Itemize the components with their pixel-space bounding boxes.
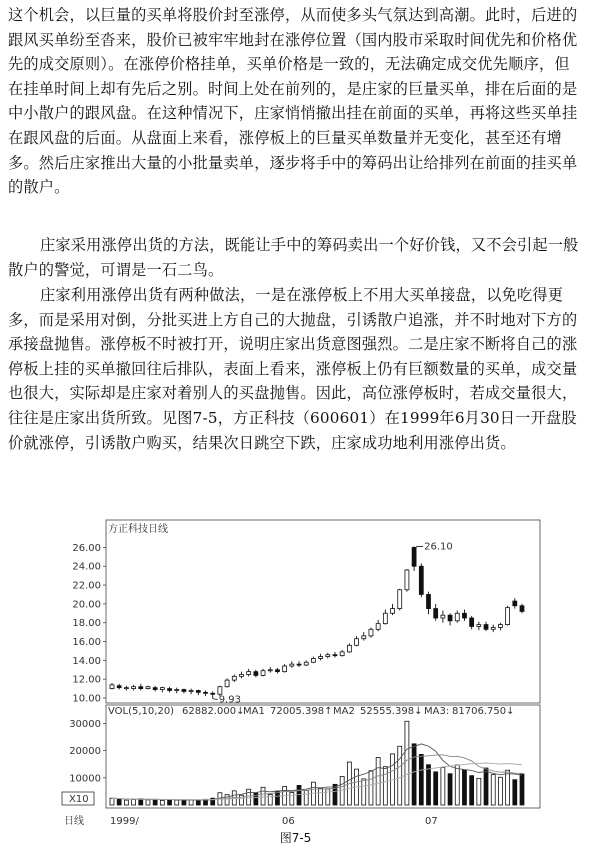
volume-bar <box>304 791 308 805</box>
volume-bar <box>333 784 337 805</box>
candle-body <box>347 645 351 652</box>
figure-caption: 图7-5 <box>279 831 312 845</box>
paragraph-1: 这个机会，以巨量的买单将股价封至涨停，从而使多头气氛达到高潮。此时，后进的跟风买单纷至沓来，股价已被牢牢地封在涨停位置（国内股市采取时间优先和价格优先的成交原则）。在涨停价格挂单，买单价格是一致的，无法确定成交优先顺序，但在挂单时间上却有先后之别。时间上处在前列的，是庄家的巨量买单，排在后面的是中小散户的跟风盘。在这种情况下，庄家悄悄撤出挂在前面的买单，再将这些买单挂在跟风盘的后面。从盘面上来看，涨停板上的巨量买单数量并无变化，甚至还有增多。然后庄家推出大量的小批量卖单，逐步将手中的筹码出让给排列在前面的挂买单的散户。 <box>8 6 578 197</box>
candle-body <box>218 687 222 695</box>
candle-body <box>355 639 359 646</box>
volume-bar <box>153 799 157 805</box>
vol-header-3: 72005.398↑ <box>270 706 333 717</box>
volume-bar <box>513 780 517 805</box>
volume-bar <box>196 800 200 805</box>
volume-bar <box>520 774 524 805</box>
price-tick-label: 22.00 <box>72 580 101 592</box>
candle-body <box>419 566 423 594</box>
price-tick-label: 18.00 <box>72 618 101 630</box>
volume-bar <box>427 765 431 805</box>
volume-bar <box>175 800 179 805</box>
candle-body <box>211 693 215 694</box>
date-label-1: 06 <box>282 816 295 826</box>
volume-bar <box>376 757 380 805</box>
candle-body <box>405 570 409 590</box>
candle-body <box>455 613 459 621</box>
candle-body <box>168 689 172 691</box>
candle-body <box>434 609 438 618</box>
vol-header-0: VOL(5,10,20) <box>108 706 175 717</box>
volume-bar <box>189 800 193 805</box>
candle-body <box>383 613 387 623</box>
candle-body <box>175 690 179 691</box>
volume-bar <box>441 767 445 805</box>
vol-header-4: MA2 <box>333 706 355 717</box>
volume-tick-label: 30000 <box>69 718 101 730</box>
candle-body <box>239 674 243 676</box>
candle-body <box>232 676 236 680</box>
date-label-0: 1999/ <box>110 816 139 826</box>
volume-bar <box>297 785 301 805</box>
price-tick-label: 16.00 <box>72 637 101 649</box>
candle-body <box>506 608 510 625</box>
candle-body <box>139 687 143 689</box>
candle-body <box>290 664 294 666</box>
paragraph-3: 庄家利用涨停出货有两种做法，一是在涨停板上不用大买单接盘，以免吃得更多，而是采用对倒，分批买进上方自己的大抛盘，引诱散户追涨，并不时地对下方的承接盘抛售。涨停板不时被打开，说明庄家出货意图强烈。二是庄家不断将自己的涨停板上挂的买单撤回往后排队，表面上看来，涨停板上仍有巨额数量的买单，成交量也很大，实际却是庄家对着别人的买盘抛售。因此，高位涨停板时，若成交量很大，往往是庄家出货所致。见图7-5，方正科技（600601）在1999年6月30日一开盘股价就涨停，引诱散户购买，结果次日跳空下跌，庄家成功地利用涨停出货。 <box>8 286 578 452</box>
period-label: 日线 <box>64 816 84 826</box>
volume-bar <box>398 746 402 805</box>
candle-body <box>283 666 287 672</box>
volume-tick-label: 20000 <box>69 746 101 758</box>
candle-body <box>462 613 466 618</box>
candle-body <box>333 655 337 656</box>
low-price-label: 9.93 <box>218 694 241 706</box>
volume-bar <box>117 799 121 805</box>
candle-body <box>132 687 136 689</box>
stock-chart <box>60 518 543 826</box>
price-tick-label: 20.00 <box>72 599 101 611</box>
candle-body <box>369 629 373 636</box>
paragraph-2: 庄家采用涨停出货的方法，既能让手中的筹码卖出一个好价钱，又不会引起一般散户的警觉，可谓是一石二鸟。 <box>8 236 579 279</box>
candle-body <box>441 615 445 618</box>
candle-body <box>297 664 301 665</box>
vol-header-6: MA3: <box>424 706 450 717</box>
candle-body <box>275 670 279 672</box>
volume-bar <box>132 800 136 805</box>
volume-ma20-line <box>112 763 522 800</box>
candle-body <box>427 594 431 608</box>
volume-bar <box>160 800 164 805</box>
volume-bar <box>477 778 481 805</box>
volume-bar <box>405 721 409 805</box>
candle-body <box>520 606 524 612</box>
volume-bar <box>462 770 466 805</box>
volume-bar <box>261 787 265 805</box>
volume-bar <box>498 777 502 805</box>
vol-header-7: 81706.750↓ <box>452 706 515 717</box>
candle-body <box>311 658 315 662</box>
candle-body <box>326 655 330 657</box>
candle-body <box>304 662 308 665</box>
candle-body <box>362 636 366 639</box>
volume-bar <box>369 771 373 805</box>
date-label-2: 07 <box>425 816 438 826</box>
candle-body <box>247 672 251 675</box>
volume-bar <box>484 768 488 805</box>
vol-header-5: 52555.398↓ <box>360 706 423 717</box>
price-tick-label: 10.00 <box>72 693 101 705</box>
volume-bar <box>124 800 128 805</box>
candle-body <box>254 672 258 676</box>
volume-bar <box>326 789 330 805</box>
stock-chart-figure <box>60 518 543 826</box>
volume-bar <box>419 754 423 805</box>
volume-bar <box>319 788 323 805</box>
price-tick-label: 24.00 <box>72 561 101 573</box>
volume-bar <box>139 799 143 805</box>
candle-body <box>491 627 495 629</box>
candle-body <box>189 690 193 691</box>
candle-body <box>319 657 323 659</box>
candle-body <box>412 547 416 566</box>
volume-bar <box>448 774 452 805</box>
candle-body <box>182 690 186 692</box>
vol-header-1: 62882.000↓ <box>182 706 245 717</box>
volume-bar <box>383 767 387 805</box>
volume-bar <box>268 794 272 805</box>
candle-body <box>146 687 150 689</box>
candle-body <box>268 670 272 671</box>
volume-bar <box>110 798 114 805</box>
volume-bar <box>182 801 186 805</box>
price-tick-label: 14.00 <box>72 655 101 667</box>
candle-body <box>261 671 265 676</box>
candle-body <box>498 625 502 628</box>
candle-body <box>398 590 402 609</box>
candle-body <box>484 625 488 630</box>
candle-body <box>477 625 481 627</box>
candle-body <box>196 690 200 692</box>
volume-bar <box>506 770 510 805</box>
low-price-pointer <box>213 699 218 700</box>
volume-bar <box>491 775 495 805</box>
volume-bar <box>168 800 172 805</box>
candle-body <box>124 688 128 689</box>
candle-body <box>391 609 395 614</box>
candle-body <box>153 688 157 690</box>
volume-bar <box>146 800 150 805</box>
candle-body <box>376 624 380 630</box>
volume-bar <box>470 776 474 805</box>
volume-bar <box>290 792 294 805</box>
vol-header-2: MA1 <box>243 706 265 717</box>
candle-body <box>448 615 452 621</box>
price-tick-label: 12.00 <box>72 674 101 686</box>
volume-tick-label: 10000 <box>69 773 101 785</box>
volume-bar <box>412 744 416 805</box>
candle-body <box>340 652 344 656</box>
volume-ma5-line <box>112 744 522 800</box>
price-panel-frame <box>106 520 540 703</box>
vol-multiplier: X10 <box>69 794 89 805</box>
candle-body <box>470 618 474 626</box>
volume-bar <box>434 772 438 805</box>
volume-bar <box>362 779 366 805</box>
candle-body <box>204 692 208 693</box>
volume-bar <box>455 765 459 805</box>
candle-body <box>110 685 114 689</box>
candle-body <box>513 601 517 606</box>
volume-bar <box>247 789 251 805</box>
high-price-label: 26.10 <box>424 541 453 553</box>
candle-body <box>225 680 229 687</box>
candle-body <box>117 686 121 688</box>
candle-body <box>160 688 164 690</box>
price-tick-label: 26.00 <box>72 542 101 554</box>
volume-bar <box>225 795 229 805</box>
chart-title: 方正科技日线 <box>108 524 168 535</box>
